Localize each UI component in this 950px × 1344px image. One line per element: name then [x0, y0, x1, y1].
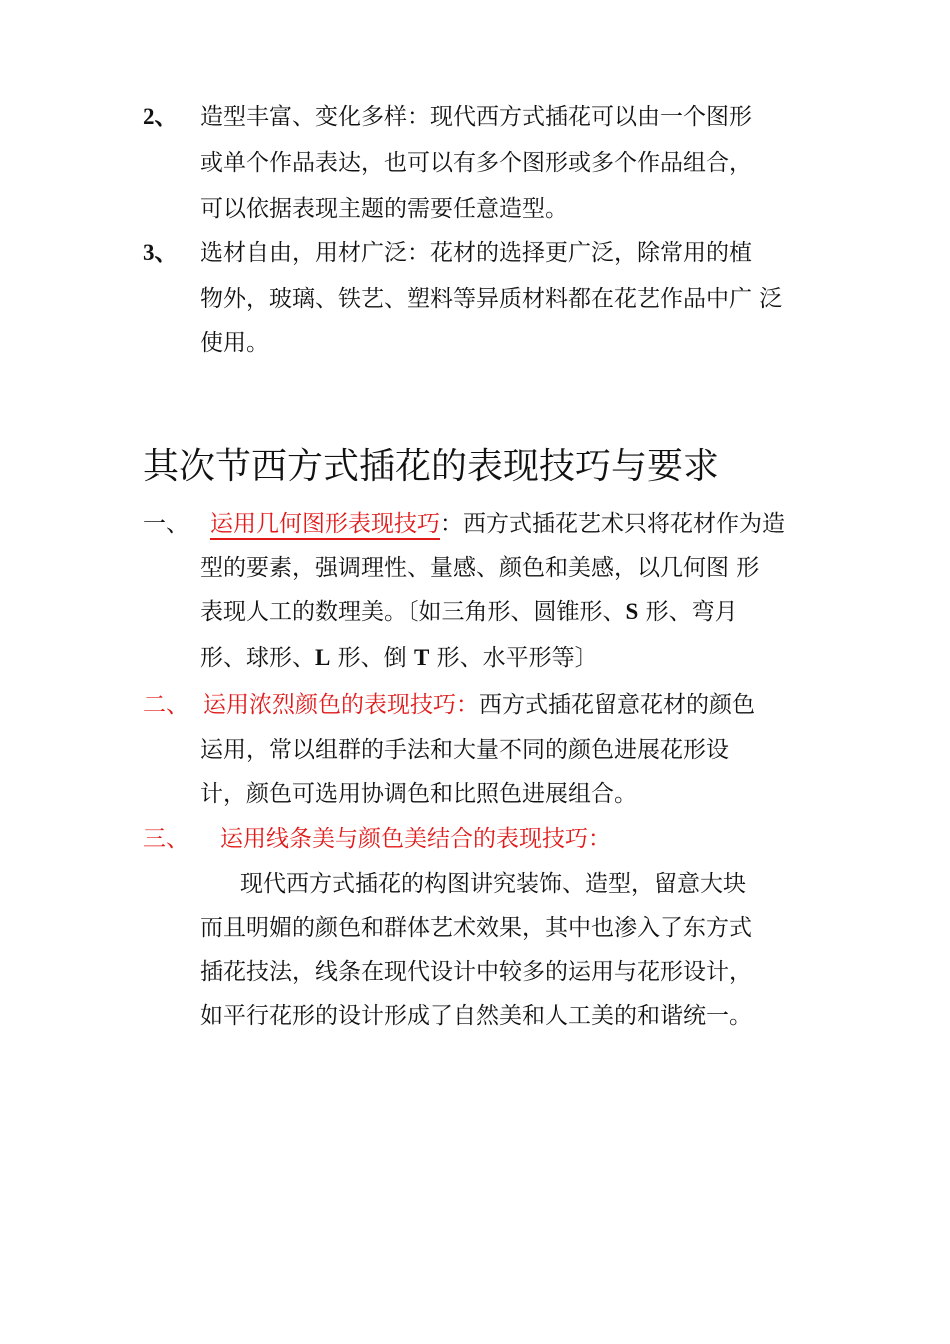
section-item-3-title: 运用线条美与颜色美结合的表现技巧： [220, 826, 611, 852]
item-2-line-1: 造型丰富、变化多样：现代西方式插花可以由一个图形 [200, 104, 752, 130]
section-marker-3: 三、 [143, 826, 189, 852]
letter-t: T [413, 645, 430, 670]
section-heading: 其次节西方式插花的表现技巧与要求 [143, 446, 720, 487]
line-4-part-c: 形、水平形等〕 [429, 645, 598, 671]
section-item-2-line-2: 运用，常以组群的手法和大量不同的颜色进展花形设 [200, 737, 729, 763]
section-item-3-para-line-4: 如平行花形的设计形成了自然美和人工美的和谐统一。 [200, 1003, 752, 1029]
section-item-2-line-3: 计，颜色可选用协调色和比照色进展组合。 [200, 781, 637, 807]
section-item-1-line-3-tail: 形、弯月 [638, 599, 738, 625]
item-3-line-2: 物外，玻璃、铁艺、塑料等异质材料都在花艺作品中广 泛 [200, 286, 783, 312]
section-item-1-title: 运用几何图形表现技巧 [210, 511, 440, 540]
letter-l: L [315, 645, 331, 670]
line-4-part-a: 形、球形、 [200, 645, 315, 671]
letter-s: S [625, 599, 639, 624]
section-item-1-line-3 [200, 597, 738, 627]
section-item-3-para-line-3: 插花技法，线条在现代设计中较多的运用与花形设计， [200, 959, 752, 985]
section-item-2-line-1 [203, 690, 755, 720]
section-item-3-para-line-2: 而且明媚的颜色和群体艺术效果，其中也渗入了东方式 [200, 915, 752, 941]
section-item-2-title: 运用浓烈颜色的表现技巧： [203, 692, 479, 718]
line-4-part-b: 形、倒 [330, 645, 414, 671]
section-item-1-line-3-text: 表现人工的数理美。〔如三角形、圆锥形、 [200, 599, 626, 625]
section-item-3-para-line-1: 现代西方式插花的构图讲究装饰、造型，留意大块 [240, 871, 746, 897]
item-2-line-3: 可以依据表现主题的需要任意造型。 [200, 196, 568, 222]
section-marker-1: 一、 [143, 511, 189, 537]
section-item-1-text: ：西方式插花艺术只将花材作为造 [440, 511, 785, 537]
item-3-line-1: 选材自由，用材广泛：花材的选择更广泛，除常用的植 [200, 240, 752, 266]
section-item-2-text: 西方式插花留意花材的颜色 [479, 692, 755, 718]
list-marker-3: 3、 [143, 240, 178, 265]
section-item-1-line-1 [210, 509, 785, 539]
item-2-line-2: 或单个作品表达，也可以有多个图形或多个作品组合， [200, 150, 752, 176]
item-3-line-3: 使用。 [200, 330, 269, 356]
list-marker-2: 2、 [143, 104, 178, 129]
section-marker-2: 二、 [143, 692, 189, 718]
section-item-1-line-2: 型的要素，强调理性、量感、颜色和美感，以几何图 形 [200, 555, 760, 581]
section-item-1-line-4 [200, 643, 598, 673]
